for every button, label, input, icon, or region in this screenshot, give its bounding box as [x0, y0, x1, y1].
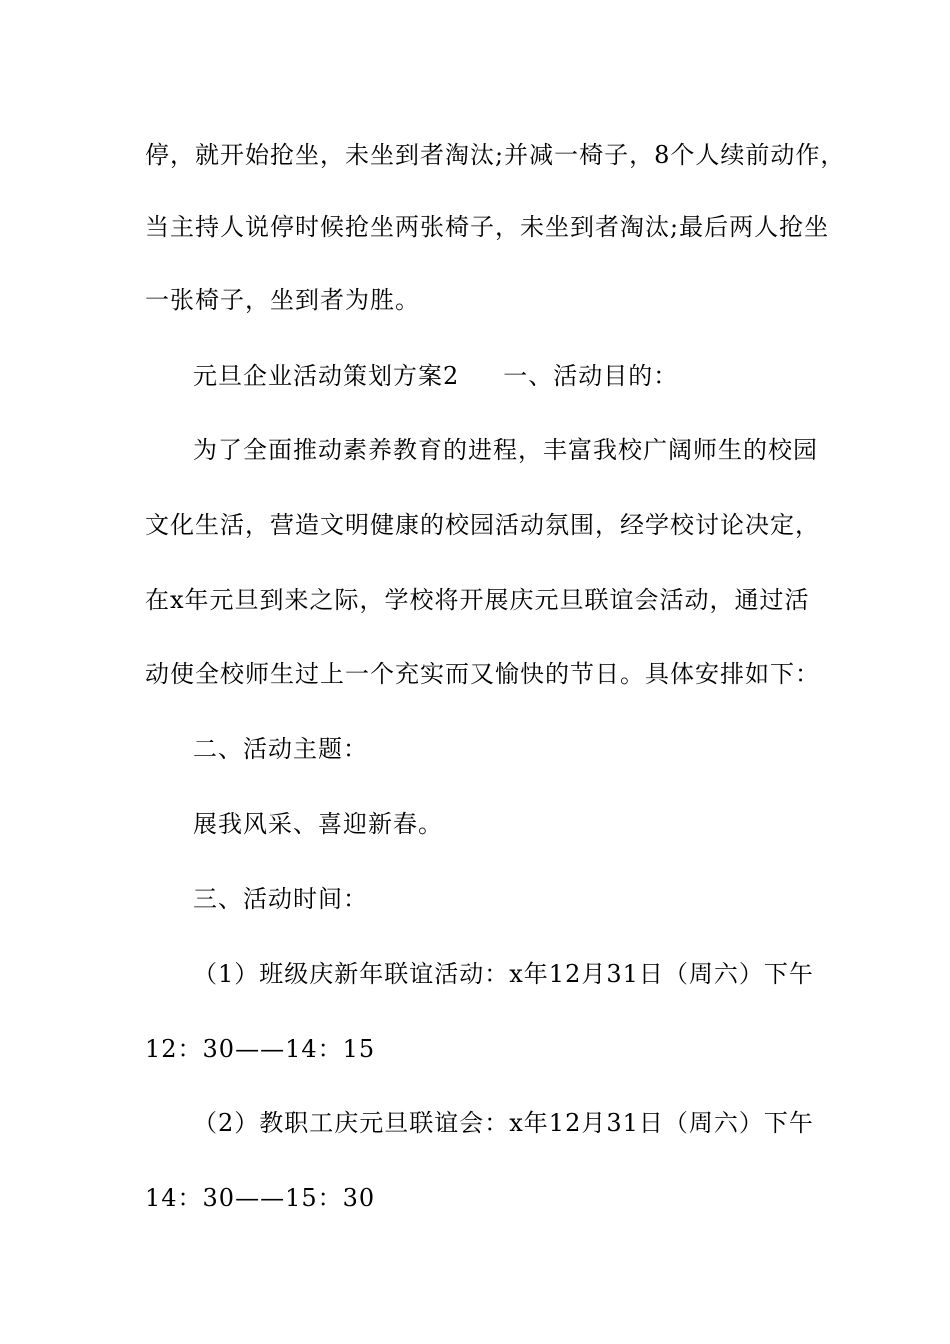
- paragraph-line: 14：30——15：30: [145, 1184, 376, 1212]
- section-heading: 一、活动目的：: [503, 362, 679, 390]
- section-heading: 三、活动时间：: [193, 885, 368, 913]
- paragraph-line: 动使全校师生过上一个充实而又愉快的节日。具体安排如下：: [145, 660, 820, 688]
- paragraph-line: 12：30——14：15: [145, 1035, 376, 1063]
- paragraph-line: 当主持人说停时候抢坐两张椅子，未坐到者淘汰;最后两人抢坐: [145, 213, 830, 241]
- section-heading: 二、活动主题：: [193, 735, 368, 763]
- paragraph-line: 在x年元旦到来之际，学校将开展庆元旦联谊会活动，通过活: [145, 586, 810, 614]
- paragraph-line: 一张椅子，坐到者为胜。: [145, 286, 420, 314]
- paragraph-line: （1）班级庆新年联谊活动：x年12月31日（周六）下午: [193, 960, 814, 988]
- paragraph-line: 文化生活，营造文明健康的校园活动氛围，经学校讨论决定，: [145, 511, 820, 539]
- paragraph-line: （2）教职工庆元旦联谊会：x年12月31日（周六）下午: [193, 1109, 814, 1137]
- paragraph-line: 展我风采、喜迎新春。: [193, 810, 443, 838]
- paragraph-line: 为了全面推动素养教育的进程，丰富我校广阔师生的校园: [193, 436, 818, 464]
- section-title: 元旦企业活动策划方案2: [193, 362, 460, 390]
- paragraph-line: 停，就开始抢坐，未坐到者淘汰;并减一椅子，8个人续前动作，: [145, 141, 846, 169]
- heading-line: [193, 361, 678, 391]
